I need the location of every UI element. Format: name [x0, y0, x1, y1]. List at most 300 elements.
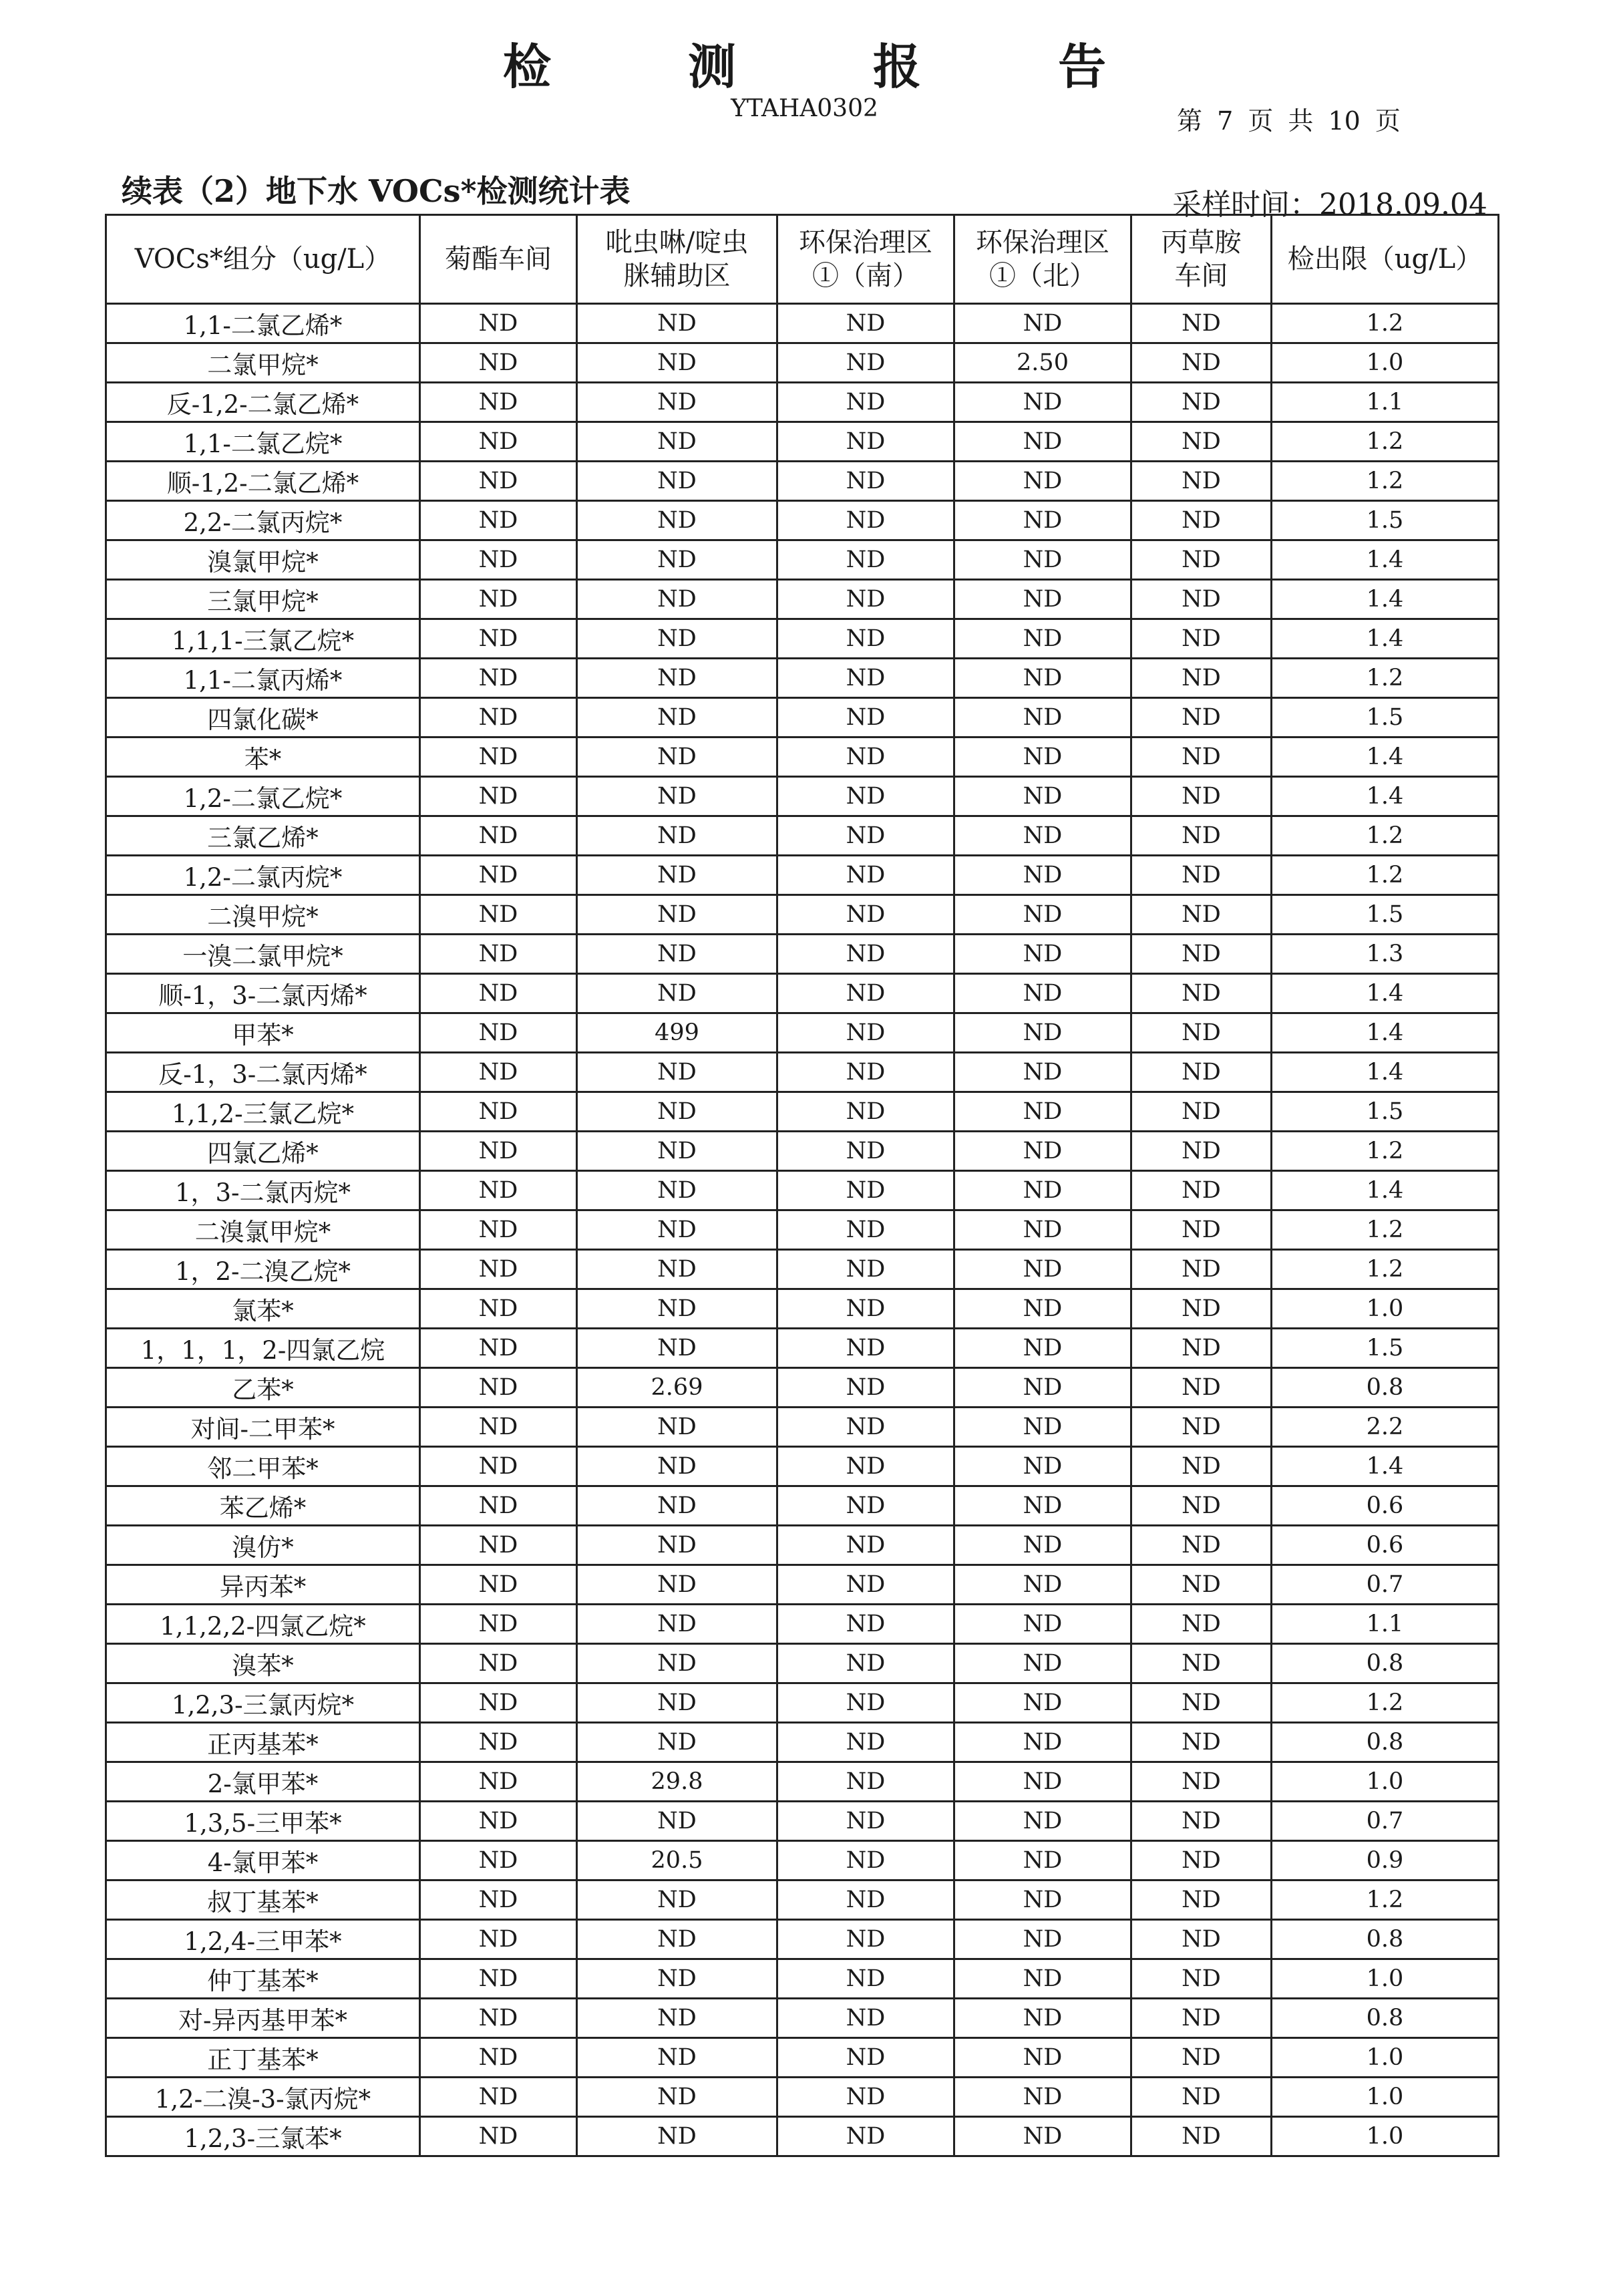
value-cell: ND [420, 2117, 577, 2156]
value-cell: ND [777, 1565, 954, 1605]
value-cell: ND [577, 1683, 777, 1723]
value-cell: ND [954, 1447, 1131, 1486]
value-cell: ND [777, 816, 954, 856]
value-cell: ND [1131, 1210, 1272, 1250]
value-cell: ND [777, 1644, 954, 1683]
value-cell: ND [777, 2038, 954, 2078]
detection-limit-cell: 1.4 [1272, 1447, 1499, 1486]
component-cell: 对间-二甲苯* [106, 1408, 420, 1447]
value-cell: ND [954, 1408, 1131, 1447]
component-cell: 反-1,2-二氯乙烯* [106, 383, 420, 422]
value-cell: ND [1131, 1999, 1272, 2038]
detection-limit-cell: 1.2 [1272, 1880, 1499, 1920]
detection-limit-cell: 0.6 [1272, 1486, 1499, 1526]
value-cell: ND [1131, 1762, 1272, 1802]
value-cell: ND [577, 1526, 777, 1565]
table-row [106, 2038, 1499, 2078]
component-cell: 一溴二氯甲烷* [106, 935, 420, 974]
value-cell: ND [954, 1880, 1131, 1920]
detection-limit-cell: 0.7 [1272, 1565, 1499, 1605]
value-cell: ND [777, 1723, 954, 1762]
value-cell: ND [1131, 619, 1272, 659]
value-cell: ND [777, 1013, 954, 1053]
table-title: 续表（2）地下水 VOCs*检测统计表 [122, 173, 631, 209]
vocs-table [105, 214, 1499, 2157]
value-cell: ND [1131, 383, 1272, 422]
component-cell: 苯* [106, 737, 420, 777]
component-cell: 正丁基苯* [106, 2038, 420, 2078]
component-cell: 溴苯* [106, 1644, 420, 1683]
value-cell: ND [577, 698, 777, 737]
value-cell: 2.50 [954, 343, 1131, 383]
value-cell: ND [954, 422, 1131, 462]
detection-limit-cell: 1.4 [1272, 1171, 1499, 1210]
component-cell: 1,2,4-三甲苯* [106, 1920, 420, 1959]
value-cell: ND [577, 1329, 777, 1368]
detection-limit-cell: 1.4 [1272, 1013, 1499, 1053]
value-cell: ND [954, 540, 1131, 580]
value-cell: ND [420, 501, 577, 540]
value-cell: ND [420, 540, 577, 580]
report-code: YTAHA0302 [731, 95, 878, 122]
value-cell: ND [420, 1723, 577, 1762]
value-cell: ND [777, 422, 954, 462]
table-row [106, 2078, 1499, 2117]
value-cell: ND [420, 1408, 577, 1447]
detection-limit-cell: 1.2 [1272, 816, 1499, 856]
column-header-site-1: 菊酯车间 [420, 215, 577, 304]
value-cell: ND [954, 1486, 1131, 1526]
value-cell: ND [577, 619, 777, 659]
component-cell: 溴仿* [106, 1526, 420, 1565]
value-cell: ND [420, 619, 577, 659]
value-cell: ND [777, 1486, 954, 1526]
table-row [106, 1526, 1499, 1565]
table-row [106, 737, 1499, 777]
detection-limit-cell: 1.4 [1272, 580, 1499, 619]
page-info: 第 7 页 共 10 页 [1177, 106, 1401, 136]
component-cell: 1,1-二氯乙烯* [106, 304, 420, 343]
value-cell: ND [1131, 343, 1272, 383]
value-cell: ND [1131, 856, 1272, 895]
value-cell: ND [777, 1999, 954, 2038]
value-cell: ND [1131, 422, 1272, 462]
value-cell: ND [777, 1447, 954, 1486]
component-cell: 4-氯甲苯* [106, 1841, 420, 1880]
value-cell: ND [777, 777, 954, 816]
value-cell: ND [1131, 1880, 1272, 1920]
value-cell: ND [420, 737, 577, 777]
detection-limit-cell: 1.4 [1272, 1053, 1499, 1092]
table-row [106, 580, 1499, 619]
value-cell: ND [577, 2078, 777, 2117]
table-row [106, 974, 1499, 1013]
value-cell: ND [954, 895, 1131, 935]
value-cell: 2.69 [577, 1368, 777, 1408]
value-cell: ND [777, 1053, 954, 1092]
table-row [106, 816, 1499, 856]
component-cell: 四氯化碳* [106, 698, 420, 737]
detection-limit-cell: 1.0 [1272, 343, 1499, 383]
value-cell: ND [1131, 1841, 1272, 1880]
detection-limit-cell: 1.3 [1272, 935, 1499, 974]
value-cell: ND [1131, 659, 1272, 698]
component-cell: 1,1,2,2-四氯乙烷* [106, 1605, 420, 1644]
component-cell: 1,2-二氯乙烷* [106, 777, 420, 816]
value-cell: ND [777, 304, 954, 343]
detection-limit-cell: 1.1 [1272, 1605, 1499, 1644]
table-row [106, 1644, 1499, 1683]
value-cell: ND [1131, 895, 1272, 935]
value-cell: ND [954, 856, 1131, 895]
value-cell: ND [1131, 304, 1272, 343]
detection-limit-cell: 1.4 [1272, 777, 1499, 816]
detection-limit-cell: 1.2 [1272, 1250, 1499, 1289]
table-row [106, 1053, 1499, 1092]
value-cell: ND [420, 1447, 577, 1486]
table-row [106, 343, 1499, 383]
table-row [106, 1683, 1499, 1723]
value-cell: ND [777, 895, 954, 935]
value-cell: ND [1131, 737, 1272, 777]
component-cell: 反-1，3-二氯丙烯* [106, 1053, 420, 1092]
sampling-time: 采样时间：2018.09.04 [1172, 188, 1487, 222]
table-row [106, 1013, 1499, 1053]
value-cell: ND [954, 1762, 1131, 1802]
value-cell: ND [1131, 1959, 1272, 1999]
value-cell: ND [954, 1644, 1131, 1683]
value-cell: ND [777, 2117, 954, 2156]
component-cell: 顺-1，3-二氯丙烯* [106, 974, 420, 1013]
value-cell: ND [420, 1605, 577, 1644]
value-cell: ND [777, 1210, 954, 1250]
value-cell: ND [777, 501, 954, 540]
value-cell: ND [1131, 816, 1272, 856]
value-cell: ND [420, 1565, 577, 1605]
value-cell: ND [954, 1368, 1131, 1408]
value-cell: ND [1131, 1644, 1272, 1683]
value-cell: ND [577, 816, 777, 856]
detection-limit-cell: 1.0 [1272, 1959, 1499, 1999]
component-cell: 仲丁基苯* [106, 1959, 420, 1999]
value-cell: ND [954, 383, 1131, 422]
value-cell: ND [1131, 1013, 1272, 1053]
value-cell: ND [954, 1092, 1131, 1132]
value-cell: ND [420, 856, 577, 895]
value-cell: ND [954, 1683, 1131, 1723]
component-cell: 1,3,5-三甲苯* [106, 1802, 420, 1841]
value-cell: ND [1131, 2038, 1272, 2078]
value-cell: ND [1131, 1723, 1272, 1762]
value-cell: ND [954, 1132, 1131, 1171]
value-cell: 499 [577, 1013, 777, 1053]
component-cell: 四氯乙烯* [106, 1132, 420, 1171]
detection-limit-cell: 1.2 [1272, 856, 1499, 895]
detection-limit-cell: 0.8 [1272, 1368, 1499, 1408]
value-cell: ND [1131, 2078, 1272, 2117]
table-row [106, 383, 1499, 422]
value-cell: ND [954, 1841, 1131, 1880]
value-cell: ND [577, 1644, 777, 1683]
value-cell: ND [954, 1605, 1131, 1644]
value-cell: ND [420, 1999, 577, 2038]
column-header-detection-limit: 检出限（ug/L） [1272, 215, 1499, 304]
detection-limit-cell: 1.0 [1272, 1289, 1499, 1329]
value-cell: ND [420, 974, 577, 1013]
component-cell: 二氯甲烷* [106, 343, 420, 383]
value-cell: ND [954, 659, 1131, 698]
value-cell: ND [777, 1802, 954, 1841]
value-cell: ND [420, 1683, 577, 1723]
component-cell: 乙苯* [106, 1368, 420, 1408]
value-cell: ND [954, 698, 1131, 737]
detection-limit-cell: 0.8 [1272, 1644, 1499, 1683]
detection-limit-cell: 1.5 [1272, 1329, 1499, 1368]
value-cell: ND [420, 1092, 577, 1132]
value-cell: ND [1131, 935, 1272, 974]
value-cell: ND [420, 462, 577, 501]
value-cell: ND [954, 1053, 1131, 1092]
value-cell: ND [777, 1408, 954, 1447]
value-cell: 20.5 [577, 1841, 777, 1880]
component-cell: 1,1,2-三氯乙烷* [106, 1092, 420, 1132]
value-cell: ND [420, 1210, 577, 1250]
value-cell: ND [1131, 1053, 1272, 1092]
table-row [106, 1447, 1499, 1486]
value-cell: ND [577, 1486, 777, 1526]
value-cell: ND [954, 1171, 1131, 1210]
value-cell: ND [577, 1408, 777, 1447]
detection-limit-cell: 1.0 [1272, 1762, 1499, 1802]
value-cell: ND [420, 1013, 577, 1053]
value-cell: ND [420, 1802, 577, 1841]
table-row [106, 1092, 1499, 1132]
value-cell: ND [954, 816, 1131, 856]
detection-limit-cell: 1.5 [1272, 698, 1499, 737]
value-cell: ND [577, 1053, 777, 1092]
table-row [106, 1959, 1499, 1999]
value-cell: ND [777, 974, 954, 1013]
table-row [106, 777, 1499, 816]
value-cell: ND [1131, 462, 1272, 501]
value-cell: ND [577, 580, 777, 619]
value-cell: ND [777, 2078, 954, 2117]
table-row [106, 1920, 1499, 1959]
value-cell: ND [1131, 1171, 1272, 1210]
value-cell: ND [577, 422, 777, 462]
value-cell: ND [777, 462, 954, 501]
component-cell: 1,2,3-三氯苯* [106, 2117, 420, 2156]
detection-limit-cell: 1.4 [1272, 540, 1499, 580]
value-cell: ND [1131, 1447, 1272, 1486]
value-cell: ND [577, 935, 777, 974]
value-cell: ND [954, 1250, 1131, 1289]
value-cell: ND [577, 1210, 777, 1250]
column-header-site-5: 丙草胺 车间 [1131, 215, 1272, 304]
value-cell: ND [1131, 1329, 1272, 1368]
table-row [106, 1565, 1499, 1605]
table-row [106, 1289, 1499, 1329]
value-cell: ND [1131, 1526, 1272, 1565]
value-cell: ND [954, 462, 1131, 501]
detection-limit-cell: 0.8 [1272, 1920, 1499, 1959]
value-cell: ND [954, 1802, 1131, 1841]
value-cell: ND [777, 935, 954, 974]
value-cell: ND [577, 343, 777, 383]
component-cell: 邻二甲苯* [106, 1447, 420, 1486]
component-cell: 二溴氯甲烷* [106, 1210, 420, 1250]
value-cell: ND [777, 1880, 954, 1920]
value-cell: ND [577, 1802, 777, 1841]
value-cell: ND [1131, 1486, 1272, 1526]
value-cell: ND [777, 1250, 954, 1289]
value-cell: ND [420, 777, 577, 816]
value-cell: ND [420, 1644, 577, 1683]
table-row [106, 1368, 1499, 1408]
value-cell: ND [577, 737, 777, 777]
detection-limit-cell: 1.2 [1272, 422, 1499, 462]
component-cell: 1,2,3-三氯丙烷* [106, 1683, 420, 1723]
value-cell: ND [420, 1526, 577, 1565]
table-row [106, 1802, 1499, 1841]
value-cell: ND [954, 1723, 1131, 1762]
detection-limit-cell: 1.5 [1272, 895, 1499, 935]
component-cell: 1,1,1-三氯乙烷* [106, 619, 420, 659]
value-cell: ND [777, 343, 954, 383]
value-cell: ND [1131, 501, 1272, 540]
table-row [106, 422, 1499, 462]
value-cell: ND [1131, 1092, 1272, 1132]
column-header-component: VOCs*组分（ug/L） [106, 215, 420, 304]
component-cell: 氯苯* [106, 1289, 420, 1329]
value-cell: ND [420, 2078, 577, 2117]
value-cell: ND [1131, 1920, 1272, 1959]
component-cell: 叔丁基苯* [106, 1880, 420, 1920]
component-cell: 三氯乙烯* [106, 816, 420, 856]
value-cell: ND [1131, 1289, 1272, 1329]
value-cell: ND [954, 777, 1131, 816]
value-cell: ND [1131, 1605, 1272, 1644]
value-cell: ND [954, 501, 1131, 540]
component-cell: 1，1，1，2-四氯乙烷 [106, 1329, 420, 1368]
value-cell: ND [420, 1486, 577, 1526]
component-cell: 1，2-二溴乙烷* [106, 1250, 420, 1289]
value-cell: ND [577, 1447, 777, 1486]
value-cell: ND [577, 540, 777, 580]
value-cell: ND [420, 1250, 577, 1289]
value-cell: ND [1131, 1132, 1272, 1171]
report-title: 检 测 报 告 [502, 38, 1167, 95]
value-cell: ND [420, 1841, 577, 1880]
column-header-site-2: 吡虫啉/啶虫 脒辅助区 [577, 215, 777, 304]
table-row [106, 659, 1499, 698]
table-row [106, 619, 1499, 659]
value-cell: ND [954, 1329, 1131, 1368]
value-cell: ND [420, 935, 577, 974]
component-cell: 1,1-二氯丙烯* [106, 659, 420, 698]
component-cell: 1，3-二氯丙烷* [106, 1171, 420, 1210]
value-cell: ND [420, 1920, 577, 1959]
value-cell: ND [420, 2038, 577, 2078]
detection-limit-cell: 0.8 [1272, 1723, 1499, 1762]
value-cell: ND [420, 1368, 577, 1408]
value-cell: ND [777, 1526, 954, 1565]
value-cell: ND [577, 1999, 777, 2038]
component-cell: 三氯甲烷* [106, 580, 420, 619]
value-cell: ND [420, 698, 577, 737]
value-cell: ND [577, 1880, 777, 1920]
value-cell: ND [420, 895, 577, 935]
value-cell: ND [577, 1250, 777, 1289]
component-cell: 2,2-二氯丙烷* [106, 501, 420, 540]
value-cell: ND [777, 698, 954, 737]
detection-limit-cell: 1.2 [1272, 1210, 1499, 1250]
value-cell: ND [777, 540, 954, 580]
table-row [106, 1250, 1499, 1289]
component-cell: 2-氯甲苯* [106, 1762, 420, 1802]
detection-limit-cell: 1.2 [1272, 659, 1499, 698]
value-cell: ND [577, 659, 777, 698]
component-cell: 对-异丙基甲苯* [106, 1999, 420, 2038]
value-cell: ND [1131, 974, 1272, 1013]
value-cell: ND [420, 383, 577, 422]
detection-limit-cell: 1.0 [1272, 2038, 1499, 2078]
detection-limit-cell: 0.7 [1272, 1802, 1499, 1841]
detection-limit-cell: 1.0 [1272, 2078, 1499, 2117]
detection-limit-cell: 1.2 [1272, 1132, 1499, 1171]
detection-limit-cell: 1.1 [1272, 383, 1499, 422]
value-cell: ND [954, 2117, 1131, 2156]
detection-limit-cell: 1.4 [1272, 619, 1499, 659]
value-cell: ND [420, 816, 577, 856]
value-cell: ND [1131, 1250, 1272, 1289]
detection-limit-cell: 0.9 [1272, 1841, 1499, 1880]
value-cell: ND [577, 856, 777, 895]
value-cell: ND [777, 619, 954, 659]
value-cell: ND [1131, 1683, 1272, 1723]
table-row [106, 1880, 1499, 1920]
detection-limit-cell: 0.8 [1272, 1999, 1499, 2038]
table-row [106, 304, 1499, 343]
table-row [106, 1210, 1499, 1250]
table-row [106, 935, 1499, 974]
value-cell: ND [420, 1289, 577, 1329]
detection-limit-cell: 0.6 [1272, 1526, 1499, 1565]
value-cell: ND [420, 1959, 577, 1999]
value-cell: ND [1131, 1802, 1272, 1841]
value-cell: ND [420, 1132, 577, 1171]
value-cell: ND [420, 304, 577, 343]
value-cell: ND [777, 1092, 954, 1132]
value-cell: ND [954, 1959, 1131, 1999]
table-row [106, 1841, 1499, 1880]
value-cell: ND [954, 974, 1131, 1013]
table-row [106, 1486, 1499, 1526]
table-row [106, 1132, 1499, 1171]
value-cell: ND [954, 2078, 1131, 2117]
value-cell: ND [954, 1289, 1131, 1329]
table-row [106, 698, 1499, 737]
table-row [106, 856, 1499, 895]
detection-limit-cell: 1.0 [1272, 2117, 1499, 2156]
detection-limit-cell: 2.2 [1272, 1408, 1499, 1447]
value-cell: ND [577, 895, 777, 935]
value-cell: ND [777, 1920, 954, 1959]
value-cell: ND [1131, 540, 1272, 580]
value-cell: ND [577, 1092, 777, 1132]
value-cell: ND [420, 659, 577, 698]
value-cell: ND [954, 1013, 1131, 1053]
